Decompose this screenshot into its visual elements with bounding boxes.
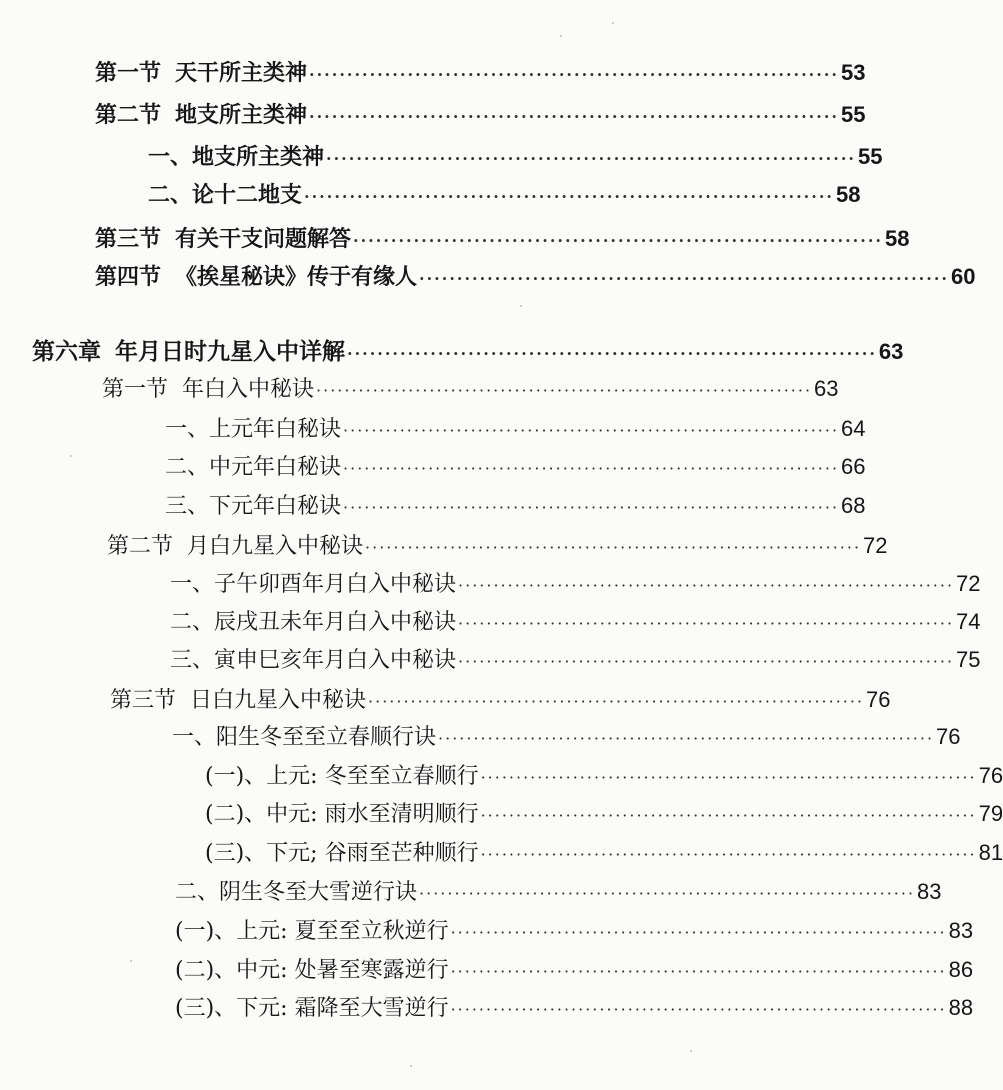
toc-entry xyxy=(107,529,888,563)
scan-speck xyxy=(410,1065,412,1067)
entry-title: 阳生冬至至立春顺行诀 xyxy=(216,725,437,750)
entry-title: 寅申巳亥年月白入中秘诀 xyxy=(214,648,457,673)
entry-page-number: 72 xyxy=(863,533,888,558)
dot-leader: ······································································ xyxy=(458,614,955,633)
entry-number: (一)、 xyxy=(205,764,267,789)
entry-page-number: 83 xyxy=(917,879,942,904)
scan-speck xyxy=(560,35,562,37)
dot-leader: ······································································ xyxy=(343,498,840,517)
dot-leader: ······································································ xyxy=(326,149,856,168)
entry-page-number: 81 xyxy=(978,840,1003,865)
toc-entry xyxy=(95,98,866,132)
entry-title: 中元年白秘诀 xyxy=(209,455,342,480)
entry-title: 阴生冬至大雪逆行诀 xyxy=(219,880,418,905)
entry-number: 二、 xyxy=(165,455,210,480)
entry-page-number: 68 xyxy=(841,493,866,518)
entry-number: 二、 xyxy=(148,182,193,208)
dot-leader: ······································································ xyxy=(347,344,877,363)
entry-number: (一)、 xyxy=(175,919,237,944)
entry-number: 三、 xyxy=(165,494,210,519)
entry-number: 第二节 xyxy=(95,102,162,128)
entry-page-number: 58 xyxy=(884,226,910,251)
entry-number: 一、 xyxy=(172,725,217,750)
toc-entry xyxy=(95,260,976,294)
toc-entry xyxy=(175,875,942,909)
entry-title: 天干所主类神 xyxy=(175,60,308,86)
toc-entry xyxy=(165,412,866,446)
entry-title: 年白入中秘诀 xyxy=(182,377,315,402)
toc-entry xyxy=(95,222,910,256)
toc-entry xyxy=(205,759,1003,793)
entry-page-number: 74 xyxy=(956,609,981,634)
entry-number: (二)、 xyxy=(205,802,267,827)
entry-title: 论十二地支 xyxy=(192,182,303,208)
toc-entry xyxy=(165,450,866,484)
entry-number: 一、 xyxy=(170,572,215,597)
scan-speck xyxy=(690,1050,692,1052)
entry-number: (二)、 xyxy=(175,958,237,983)
entry-page-number: 63 xyxy=(814,376,839,401)
entry-page-number: 72 xyxy=(956,571,981,596)
entry-page-number: 76 xyxy=(936,724,961,749)
entry-title: 下元: 霜降至大雪逆行 xyxy=(236,996,449,1021)
scan-speck xyxy=(520,305,522,307)
entry-title: 上元年白秘诀 xyxy=(209,417,342,442)
entry-number: 二、 xyxy=(175,880,220,905)
toc-entry xyxy=(170,605,981,639)
chapter-number: 第六章 xyxy=(32,338,101,365)
dot-leader: ······································································ xyxy=(480,845,977,864)
entry-title: 上元: 夏至至立秋逆行 xyxy=(236,919,449,944)
entry-title: 子午卯酉年月白入中秘诀 xyxy=(214,572,457,597)
chapter-heading xyxy=(32,335,904,369)
entry-title: 下元年白秘诀 xyxy=(209,494,342,519)
entry-page-number: 75 xyxy=(956,647,981,672)
entry-page-number: 55 xyxy=(840,102,866,127)
scan-speck xyxy=(612,22,614,24)
dot-leader: ······································································ xyxy=(309,107,839,126)
toc-entry xyxy=(102,372,839,406)
scan-speck xyxy=(130,960,132,962)
dot-leader: ······································································ xyxy=(309,65,839,84)
entry-page-number: 60 xyxy=(950,264,976,289)
entry-page-number: 66 xyxy=(841,454,866,479)
dot-leader: ······································································ xyxy=(343,421,840,440)
entry-number: 三、 xyxy=(170,648,215,673)
entry-page-number: 76 xyxy=(866,687,891,712)
dot-leader: ······································································ xyxy=(458,652,955,671)
dot-leader: ······································································ xyxy=(343,459,840,478)
toc-entry xyxy=(172,720,961,754)
dot-leader: ······································································ xyxy=(480,806,977,825)
dot-leader: ······································································ xyxy=(316,381,813,400)
toc-entry xyxy=(205,797,1003,831)
dot-leader: ······································································ xyxy=(438,729,935,748)
entry-page-number: 79 xyxy=(978,801,1003,826)
dot-leader: ······································································ xyxy=(419,269,949,288)
entry-title: 地支所主类神 xyxy=(175,102,308,128)
toc-entry xyxy=(175,953,974,987)
dot-leader: ······································································ xyxy=(450,1000,947,1019)
dot-leader: ······································································ xyxy=(304,187,834,206)
entry-title: 月白九星入中秘诀 xyxy=(187,534,364,559)
dot-leader: ······································································ xyxy=(353,231,883,250)
dot-leader: ······································································ xyxy=(480,768,977,787)
entry-title: 中元: 雨水至清明顺行 xyxy=(266,802,479,827)
dot-leader: ······································································ xyxy=(450,923,947,942)
entry-number: 第二节 xyxy=(107,534,174,559)
entry-number: 第一节 xyxy=(102,377,169,402)
entry-page-number: 83 xyxy=(948,918,974,943)
entry-number: 第三节 xyxy=(110,688,177,713)
toc-entry xyxy=(148,140,883,174)
dot-leader: ······································································ xyxy=(450,962,947,981)
toc-entry xyxy=(175,991,974,1025)
entry-number: 二、 xyxy=(170,610,215,635)
entry-number: 第一节 xyxy=(95,60,162,86)
entry-title: 上元: 冬至至立春顺行 xyxy=(266,764,479,789)
entry-number: 第三节 xyxy=(95,226,162,252)
entry-page-number: 53 xyxy=(840,60,866,85)
entry-title: 日白九星入中秘诀 xyxy=(190,688,367,713)
entry-page-number: 64 xyxy=(841,416,866,441)
entry-title: 辰戌丑未年月白入中秘诀 xyxy=(214,610,457,635)
entry-page-number: 55 xyxy=(857,144,883,169)
scan-speck xyxy=(70,455,72,457)
entry-number: 第四节 xyxy=(95,264,162,290)
entry-number: (三)、 xyxy=(205,841,267,866)
entry-page-number: 58 xyxy=(835,182,861,207)
entry-page-number: 88 xyxy=(948,995,974,1020)
entry-page-number: 86 xyxy=(948,957,974,982)
entry-page-number: 76 xyxy=(978,763,1003,788)
toc-entry xyxy=(170,643,981,677)
toc-entry xyxy=(148,178,861,212)
toc-entry xyxy=(175,914,974,948)
entry-title: 地支所主类神 xyxy=(192,144,325,170)
entry-number: (三)、 xyxy=(175,996,237,1021)
dot-leader: ······································································ xyxy=(419,884,916,903)
entry-title: 《挨星秘诀》传于有缘人 xyxy=(175,264,418,290)
entry-number: 一、 xyxy=(148,144,193,170)
entry-page-number: 63 xyxy=(878,339,904,364)
entry-title: 中元: 处暑至寒露逆行 xyxy=(236,958,449,983)
dot-leader: ······································································ xyxy=(458,576,955,595)
toc-entry xyxy=(95,56,866,90)
entry-title: 有关干支问题解答 xyxy=(175,226,352,252)
dot-leader: ······································································ xyxy=(368,692,865,711)
entry-title: 下元; 谷雨至芒种顺行 xyxy=(266,841,479,866)
chapter-title: 年月日时九星入中详解 xyxy=(115,338,345,365)
toc-entry xyxy=(165,489,866,523)
toc-entry xyxy=(205,836,1003,870)
toc-entry xyxy=(170,567,981,601)
toc-entry xyxy=(110,683,891,717)
dot-leader: ······································································ xyxy=(365,538,862,557)
entry-number: 一、 xyxy=(165,417,210,442)
